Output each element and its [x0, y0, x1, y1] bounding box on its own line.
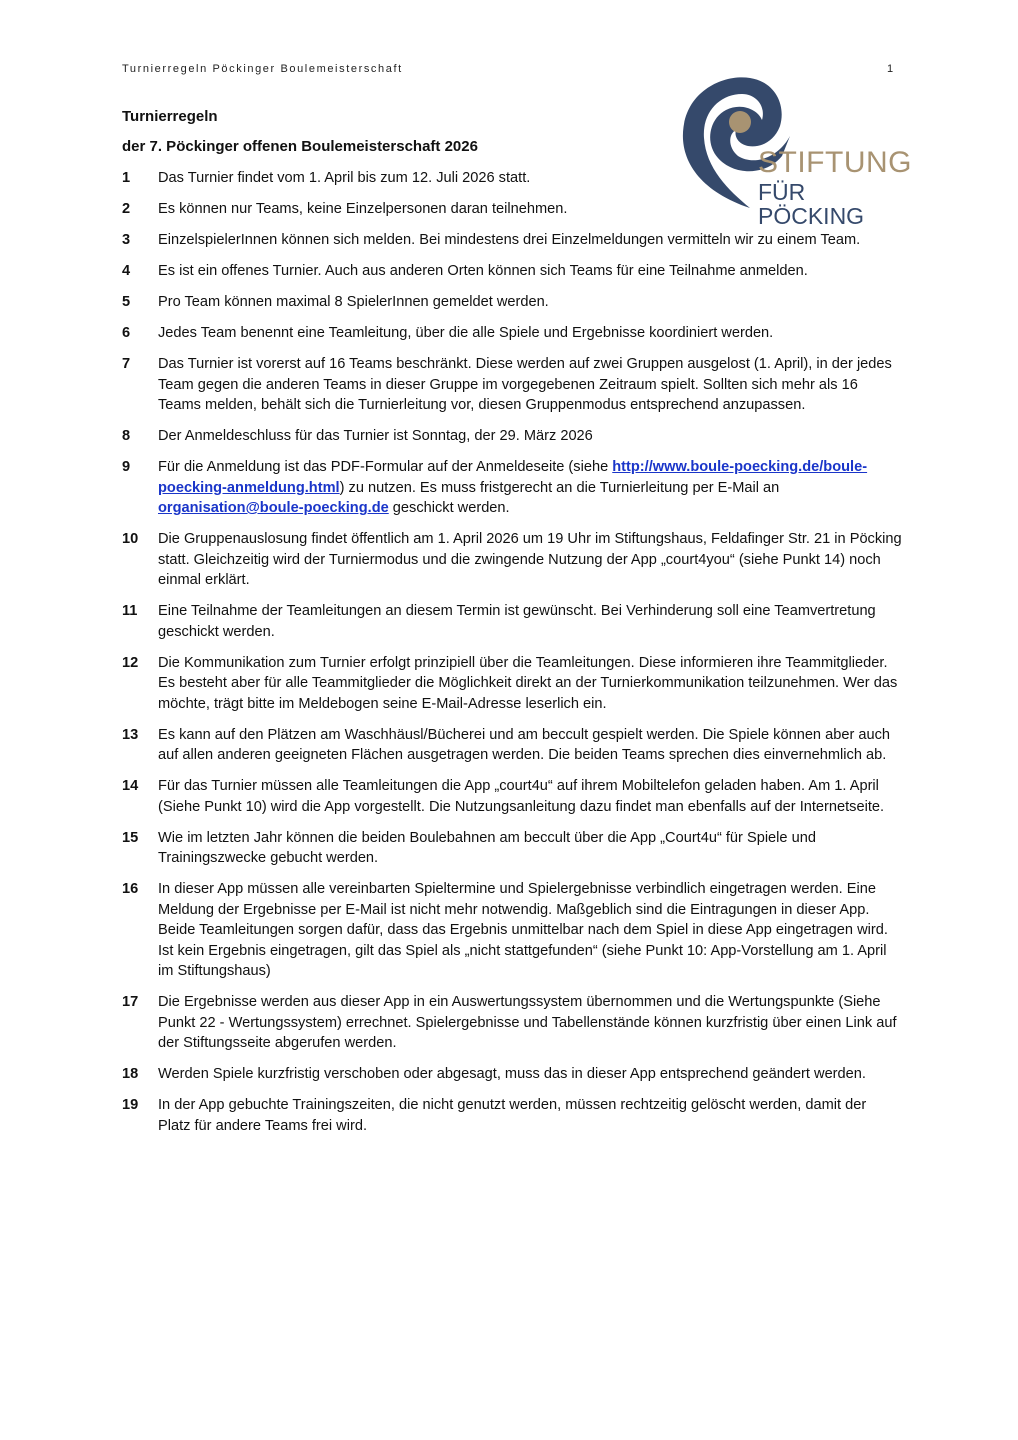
rule-number: 10: [122, 531, 139, 547]
rule-item: [122, 199, 902, 220]
rule-item: [122, 230, 902, 251]
rule-number: 13: [122, 726, 139, 743]
rule-item: [122, 1064, 902, 1085]
rule-text: Eine Teilnahme der Teamleitungen an diesem Termin ist gewünscht. Bei Verhinderung soll eine Teamvertretung geschickt werden.: [158, 603, 876, 640]
rule-number: 19: [122, 1097, 139, 1113]
logo-text-fuer-poecking: FÜR PÖCKING: [758, 179, 865, 229]
rule-item: [122, 261, 902, 282]
rule-item: [122, 1095, 902, 1136]
rule-item: [122, 653, 902, 715]
rule-number: 11: [122, 603, 138, 619]
rule-number: 7: [122, 356, 131, 372]
rule-number: 2: [122, 201, 131, 217]
rule-item: [122, 992, 902, 1054]
rule-item: [122, 457, 902, 519]
page-number: 1: [887, 63, 894, 75]
rule-text-part: geschickt werden.: [388, 500, 510, 516]
rule-text: Jedes Team benennt eine Teamleitung, über die alle Spiele und Ergebnisse koordiniert werden.: [158, 325, 774, 341]
rule-item: [122, 776, 902, 817]
rule-text: Die Ergebnisse werden aus dieser App in ein Auswertungssystem übernommen und die Wertungspunkte (Siehe Punkt 22 - Wertungssystem) errechnet. Spielergebnisse und Tabellenstände können kurzfristig über einen Link auf der Stiftungsseite abgerufen werden.: [158, 994, 897, 1051]
rule-text: Pro Team können maximal 8 SpielerInnen gemeldet werden.: [158, 294, 549, 310]
rule-text: In der App gebuchte Trainingszeiten, die nicht genutzt werden, müssen rechtzeitig gelöscht werden, damit der Platz für andere Teams frei wird.: [158, 1097, 867, 1134]
rule-item: [122, 601, 902, 642]
logo-text-stiftung: STIFTUNG: [758, 146, 912, 179]
rule-number: 12: [122, 654, 139, 671]
rule-text-part: ) zu nutzen. Es muss fristgerecht an die Turnierleitung per E-Mail an: [339, 479, 780, 496]
rule-number: 18: [122, 1066, 139, 1082]
rule-text: Die Kommunikation zum Turnier erfolgt prinzipiell über die Teamleitungen. Diese informieren ihre Teammitglieder. Es besteht aber für alle Teammitglieder die Möglichkeit direkt an der Turnierkommunikation teilzunehmen. Wer das möchte, trägt bitte im Meldebogen seine E-Mail-Adresse leserlich ein.: [158, 654, 898, 712]
rule-text: Werden Spiele kurzfristig verschoben oder abgesagt, muss das in dieser App entsprechend geändert werden.: [158, 1066, 866, 1082]
rule-number: 16: [122, 881, 139, 897]
rule-item: [122, 292, 902, 313]
rule-text: Der Anmeldeschluss für das Turnier ist Sonntag, der 29. März 2026: [158, 428, 593, 444]
rule-text: EinzelspielerInnen können sich melden. Bei mindestens drei Einzelmeldungen vermitteln wir zu einem Team.: [158, 232, 861, 248]
organisation-email-link[interactable]: organisation@boule-poecking.de: [158, 500, 389, 516]
rule-number: 5: [122, 294, 131, 310]
rule-text: Es können nur Teams, keine Einzelpersonen daran teilnehmen.: [158, 201, 568, 217]
registration-page-link[interactable]: http://www.boule-poecking.de/boule-poecking-anmeldung.html: [158, 459, 868, 496]
rule-text: Für das Turnier müssen alle Teamleitungen die App „court4u“ auf ihrem Mobiltelefon geladen haben. Am 1. April (Siehe Punkt 10) wird die App vorgestellt. Die Nutzungsanleitung dazu findet man ebenfalls auf der Internetseite.: [158, 778, 885, 815]
running-header: Turnierregeln Pöckinger Boulemeisterschaft: [122, 63, 403, 75]
rule-item: [122, 879, 902, 982]
rule-text: Es kann auf den Plätzen am Waschhäusl/Bücherei und am beccult gespielt werden. Die Spiele können aber auch auf allen anderen geeigneten Flächen ausgetragen werden. Die beiden Teams sprechen dies einvernehmlich ab.: [158, 726, 891, 763]
rule-text: Es ist ein offenes Turnier. Auch aus anderen Orten können sich Teams für eine Teilnahme anmelden.: [158, 263, 808, 279]
rules-list: [122, 168, 902, 1136]
rule-text-part: Für die Anmeldung ist das PDF-Formular auf der Anmeldeseite (siehe: [158, 459, 613, 475]
rule-item: [122, 323, 902, 344]
rule-number: 17: [122, 994, 139, 1010]
rule-number: 15: [122, 829, 139, 846]
rule-number: 3: [122, 232, 131, 248]
document-subtitle: der 7. Pöckinger offenen Boulemeisterschaft 2026: [122, 138, 478, 155]
rule-text: In dieser App müssen alle vereinbarten Spieltermine und Spielergebnisse verbindlich eingetragen werden. Eine Meldung der Ergebnisse per E-Mail ist nicht mehr notwendig. Maßgeblich sind die Eintragungen in dieser App. Beide Teamleitungen sorgen dafür, dass das Ergebnis unmittelbar nach dem Spiel in diese App eingetragen wird. Ist kein Ergebnis eingetragen, gilt das Spiel als „nicht stattgefunden“ (siehe Punkt 10: App-Vorstellung am 1. April im Stiftungshaus): [158, 881, 888, 979]
rule-item: [122, 168, 902, 189]
rule-number: 14: [122, 778, 139, 794]
rule-number: 6: [122, 325, 131, 341]
rule-number: 4: [122, 263, 131, 279]
rule-number: 9: [122, 459, 131, 475]
rule-text: Das Turnier findet vom 1. April bis zum 12. Juli 2026 statt.: [158, 170, 531, 186]
rule-item: [122, 529, 902, 591]
rule-item: [122, 725, 902, 766]
rule-text: [158, 457, 902, 519]
document-title: Turnierregeln: [122, 108, 218, 125]
rule-text: Das Turnier ist vorerst auf 16 Teams beschränkt. Diese werden auf zwei Gruppen ausgelost (1. April), in der jedes Team gegen die anderen Teams in dieser Gruppe im vorgegebenen Zeitraum spielt. Sollten sich mehr als 16 Teams melden, behält sich die Turnierleitung vor, diesen Gruppenmodus entsprechend anzupassen.: [158, 356, 892, 413]
rule-text: Wie im letzten Jahr können die beiden Boulebahnen am beccult über die App „Court4u“ für Spiele und Trainingszwecke gebucht werden.: [158, 829, 816, 866]
rule-text: Die Gruppenauslosung findet öffentlich am 1. April 2026 um 19 Uhr im Stiftungshaus, Feldafinger Str. 21 in Pöcking statt. Gleichzeitig wird der Turniermodus und die zwingende Nutzung der App „court4you“ (siehe Punkt 14) noch einmal erklärt.: [158, 531, 902, 588]
rule-item: [122, 828, 902, 869]
rule-number: 8: [122, 428, 131, 444]
rule-item: [122, 354, 902, 416]
rule-item: [122, 426, 902, 447]
rule-number: 1: [122, 170, 131, 186]
document-body: [122, 108, 902, 1147]
